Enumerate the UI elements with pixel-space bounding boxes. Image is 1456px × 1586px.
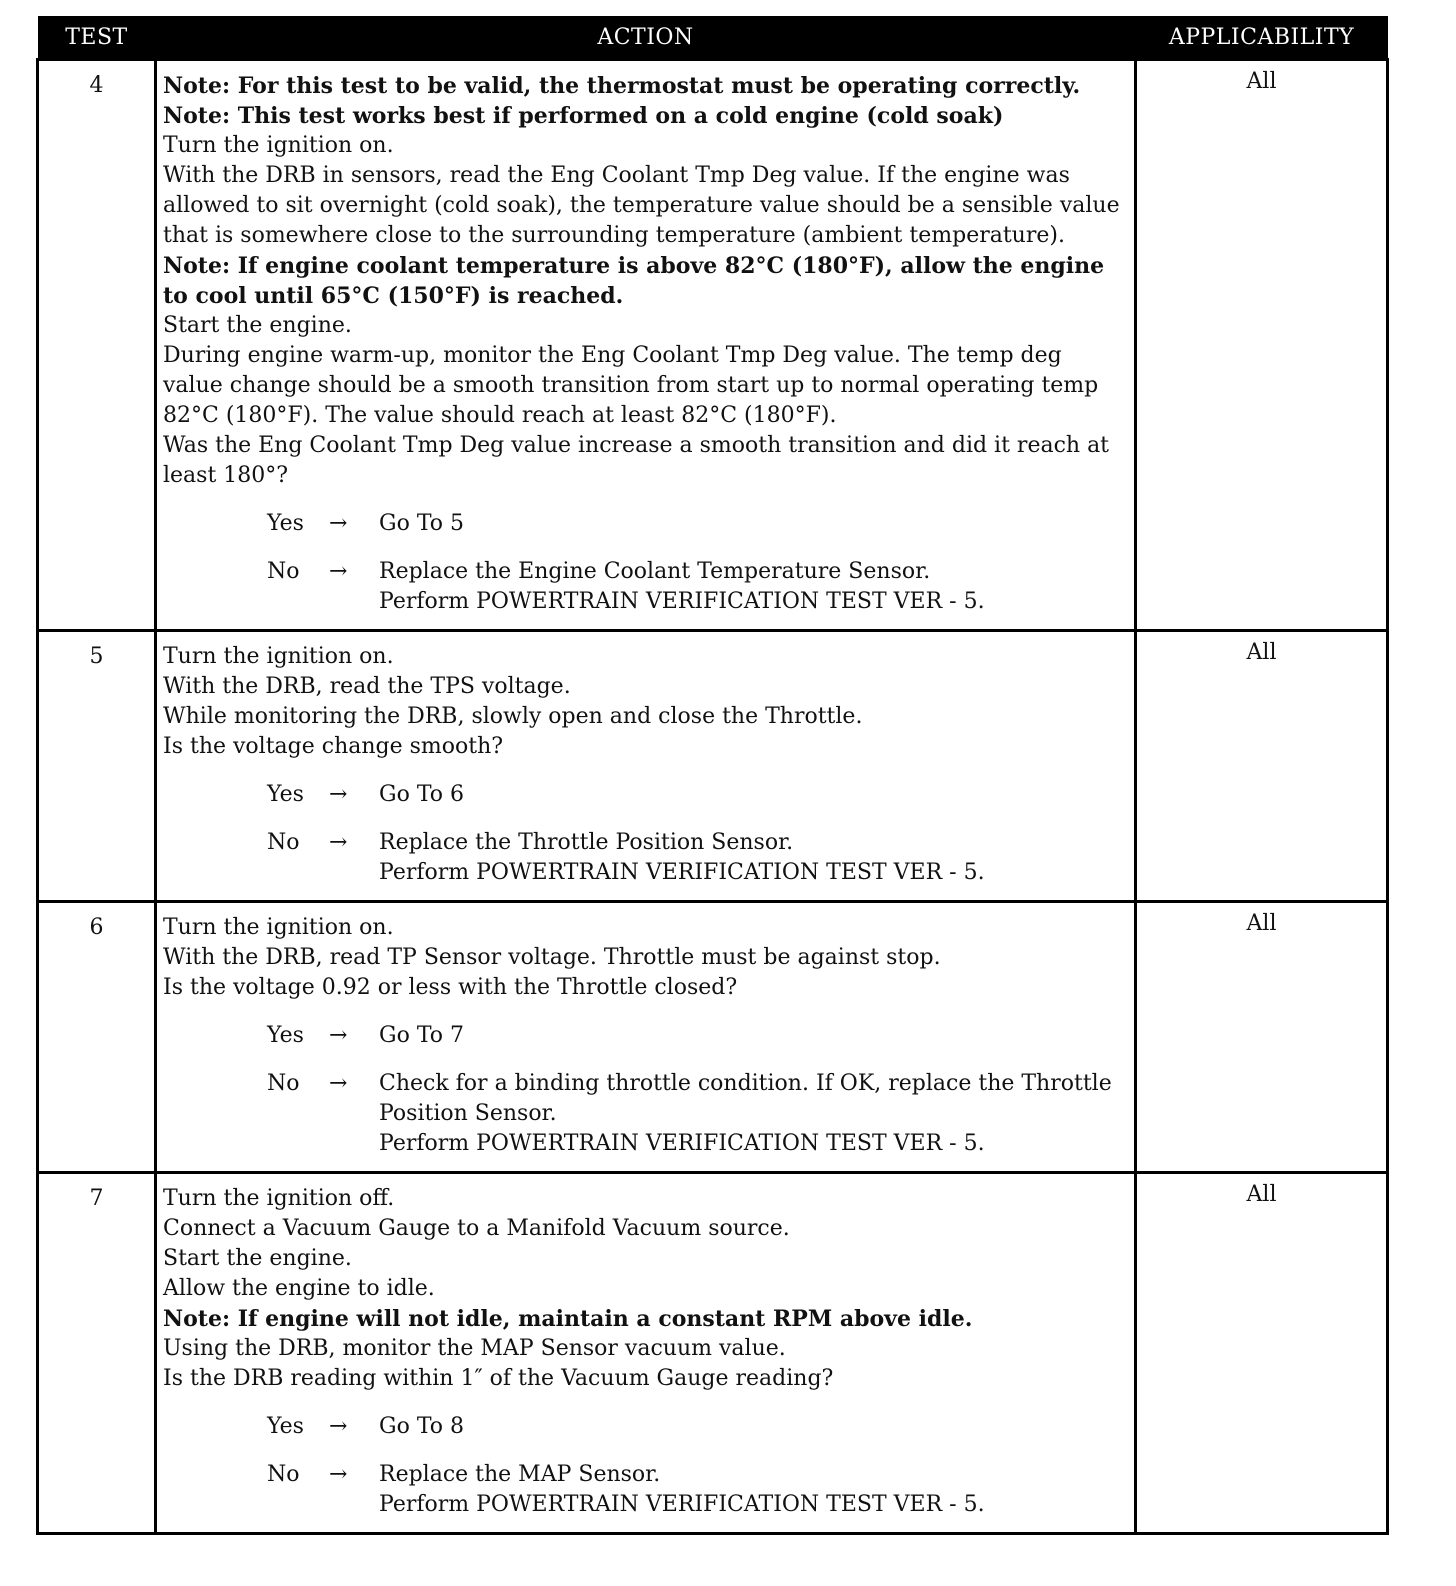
test-number: 7 — [38, 1173, 156, 1534]
result-line: Perform POWERTRAIN VERIFICATION TEST VER - 5. — [379, 860, 985, 885]
note-line: Note: If engine coolant temperature is above 82°C (180°F), allow the engine to cool until 65°C (150°F) is reached. — [163, 253, 1105, 309]
test-number: 4 — [38, 60, 156, 631]
result-line: Go To 6 — [379, 782, 465, 807]
note-line: Note: For this test to be valid, the thermostat must be operating correctly. — [163, 73, 1081, 99]
answer-result — [379, 828, 1128, 888]
answer-result — [379, 1412, 1128, 1442]
answer-row — [267, 1412, 1128, 1442]
answer-row — [267, 557, 1128, 617]
answer-result — [379, 557, 1128, 617]
instruction-line: Turn the ignition on. — [163, 133, 394, 158]
applicability-value: All — [1136, 1173, 1388, 1534]
header-action: ACTION — [156, 16, 1136, 60]
right-arrow-icon: → — [329, 1071, 348, 1096]
result-line: Go To 7 — [379, 1023, 465, 1048]
right-arrow-icon: → — [329, 511, 348, 536]
header-applicability: APPLICABILITY — [1136, 16, 1388, 60]
instruction-line: With the DRB, read TP Sensor voltage. Throttle must be against stop. — [163, 945, 941, 970]
table-row — [38, 60, 1388, 631]
table-row — [38, 902, 1388, 1173]
action-cell — [156, 631, 1136, 902]
instruction-line: Connect a Vacuum Gauge to a Manifold Vacuum source. — [163, 1216, 790, 1241]
instruction-line: Is the voltage 0.92 or less with the Throttle closed? — [163, 975, 738, 1000]
answer-list — [267, 780, 1128, 888]
result-line: Check for a binding throttle condition. If OK, replace the Throttle Position Sensor. — [379, 1071, 1112, 1126]
answer-response: No — [267, 1071, 300, 1096]
answer-result — [379, 1021, 1128, 1051]
instruction-line: Start the engine. — [163, 313, 352, 338]
result-line: Replace the MAP Sensor. — [379, 1462, 661, 1487]
answer-result — [379, 780, 1128, 810]
applicability-value: All — [1136, 902, 1388, 1173]
instruction-line: Turn the ignition on. — [163, 644, 394, 669]
instruction-line: Turn the ignition off. — [163, 1186, 395, 1211]
note-line: Note: This test works best if performed on a cold engine (cold soak) — [163, 103, 1004, 129]
instruction-line: During engine warm-up, monitor the Eng Coolant Tmp Deg value. The temp deg value change should be a smooth transition from start up to normal operating temp 82°C (180°F). The value should reach at least 82°C (180°F). — [163, 343, 1099, 428]
answer-row — [267, 509, 1128, 539]
table-body — [38, 60, 1388, 1534]
answer-row — [267, 1021, 1128, 1051]
instruction-line: Turn the ignition on. — [163, 915, 394, 940]
right-arrow-icon: → — [329, 1414, 348, 1439]
answer-response: Yes — [267, 1414, 304, 1439]
answer-row — [267, 1069, 1128, 1159]
answer-list — [267, 1412, 1128, 1520]
result-line: Perform POWERTRAIN VERIFICATION TEST VER - 5. — [379, 1131, 985, 1156]
answer-list — [267, 1021, 1128, 1159]
table-header — [38, 16, 1388, 60]
answer-row — [267, 1460, 1128, 1520]
test-number: 5 — [38, 631, 156, 902]
result-line: Replace the Engine Coolant Temperature Sensor. — [379, 559, 931, 584]
answer-response: No — [267, 830, 300, 855]
instruction-line: Is the DRB reading within 1″ of the Vacuum Gauge reading? — [163, 1366, 834, 1391]
answer-row — [267, 828, 1128, 888]
right-arrow-icon: → — [329, 830, 348, 855]
result-line: Go To 5 — [379, 511, 465, 536]
action-cell — [156, 902, 1136, 1173]
answer-response: No — [267, 1462, 300, 1487]
instruction-line: With the DRB, read the TPS voltage. — [163, 674, 571, 699]
result-line: Replace the Throttle Position Sensor. — [379, 830, 794, 855]
note-line: Note: If engine will not idle, maintain a constant RPM above idle. — [163, 1306, 973, 1332]
answer-row — [267, 780, 1128, 810]
answer-response: No — [267, 559, 300, 584]
result-line: Perform POWERTRAIN VERIFICATION TEST VER - 5. — [379, 1492, 985, 1517]
instruction-line: With the DRB in sensors, read the Eng Coolant Tmp Deg value. If the engine was allowed to sit overnight (cold soak), the temperature value should be a sensible value that is somewhere close to the surrounding temperature (ambient temperature). — [163, 163, 1120, 248]
right-arrow-icon: → — [329, 1023, 348, 1048]
answer-list — [267, 509, 1128, 617]
table-row — [38, 631, 1388, 902]
instruction-line: While monitoring the DRB, slowly open and close the Throttle. — [163, 704, 863, 729]
table-row — [38, 1173, 1388, 1534]
test-number: 6 — [38, 902, 156, 1173]
action-cell — [156, 1173, 1136, 1534]
answer-response: Yes — [267, 1023, 304, 1048]
result-line: Go To 8 — [379, 1414, 465, 1439]
answer-result — [379, 1069, 1128, 1159]
result-line: Perform POWERTRAIN VERIFICATION TEST VER - 5. — [379, 589, 985, 614]
right-arrow-icon: → — [329, 1462, 348, 1487]
diagnostic-test-table — [36, 16, 1389, 1535]
instruction-line: Allow the engine to idle. — [163, 1276, 435, 1301]
diagnostic-test-document — [36, 16, 1386, 1535]
action-cell — [156, 60, 1136, 631]
right-arrow-icon: → — [329, 782, 348, 807]
applicability-value: All — [1136, 60, 1388, 631]
instruction-line: Was the Eng Coolant Tmp Deg value increase a smooth transition and did it reach at least 180°? — [163, 433, 1110, 488]
answer-result — [379, 509, 1128, 539]
header-test: TEST — [38, 16, 156, 60]
instruction-line: Using the DRB, monitor the MAP Sensor vacuum value. — [163, 1336, 786, 1361]
answer-response: Yes — [267, 511, 304, 536]
instruction-line: Start the engine. — [163, 1246, 352, 1271]
instruction-line: Is the voltage change smooth? — [163, 734, 504, 759]
applicability-value: All — [1136, 631, 1388, 902]
answer-result — [379, 1460, 1128, 1520]
right-arrow-icon: → — [329, 559, 348, 584]
answer-response: Yes — [267, 782, 304, 807]
